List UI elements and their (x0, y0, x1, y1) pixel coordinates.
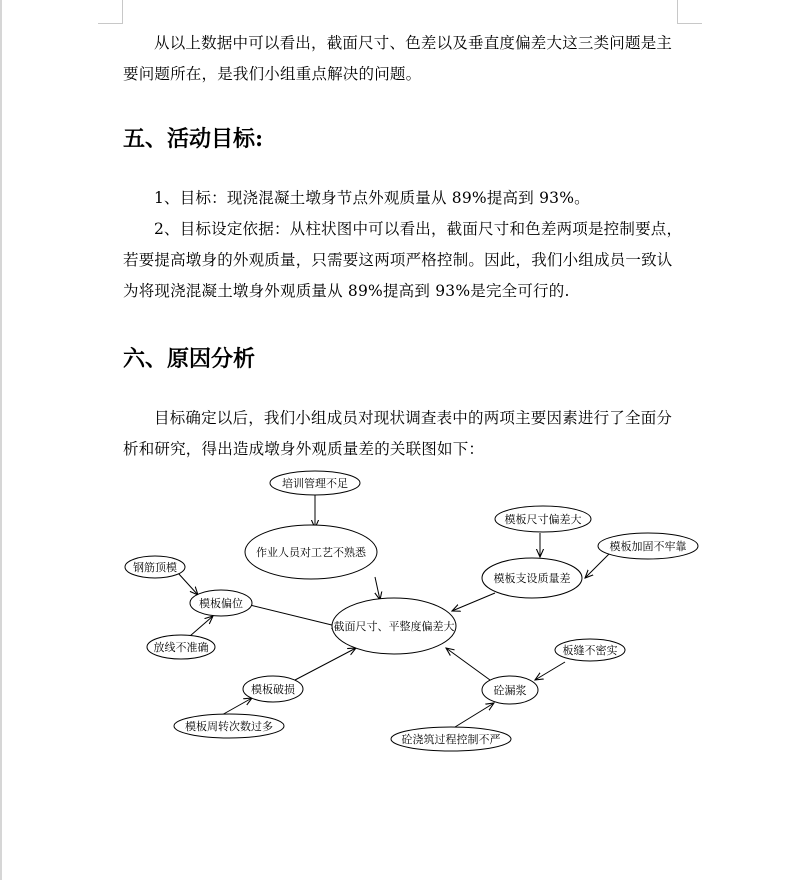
node-form-size: 模板尺寸偏差大 (504, 513, 582, 526)
node-workers: 作业人员对工艺不熟悉 (256, 546, 366, 559)
intro-paragraph: 从以上数据中可以看出，截面尺寸、色差以及垂直度偏差大这三类问题是主要问题所在，是我们小组重点解决的问题。 (123, 34, 673, 83)
goal-item-2: 2、目标设定依据：从柱状图中可以看出，截面尺寸和色差两项是控制要点，若要提高墩身的外观质量，只需要这两项严格控制。因此，我们小组成员一致认为将现浇混凝土墩身外观质量从 89%提高到 93%是完全可行的. (123, 220, 683, 300)
goal-item-1: 1、目标：现浇混凝土墩身节点外观质量从 89%提高到 93%。 (154, 189, 590, 207)
node-training: 培训管理不足 (282, 477, 348, 490)
cause-paragraph: 目标确定以后，我们小组成员对现状调查表中的两项主要因素进行了全面分析和研究，得出造成墩身外观质量差的关联图如下： (123, 409, 673, 458)
node-form-seam: 板缝不密实 (562, 644, 618, 657)
node-setout: 放线不准确 (153, 641, 209, 654)
node-form-turnover: 模板周转次数过多 (185, 720, 273, 733)
node-rebar: 钢筋顶模 (133, 561, 177, 574)
node-form-fix: 模板加固不牢靠 (609, 540, 687, 553)
section-heading-goals: 五、活动目标: (123, 126, 264, 152)
node-center-problem: 截面尺寸、平整度偏差大 (333, 620, 455, 633)
node-form-damage: 模板破损 (251, 683, 295, 696)
node-grout-leak: 砼漏浆 (493, 684, 527, 697)
section-heading-cause-analysis: 六、原因分析 (123, 346, 256, 372)
node-form-support: 模板支设质量差 (493, 572, 571, 585)
diagram-nodes (125, 471, 698, 751)
node-pour-control: 砼浇筑过程控制不严 (401, 733, 501, 746)
node-form-offset: 模板偏位 (199, 597, 243, 610)
